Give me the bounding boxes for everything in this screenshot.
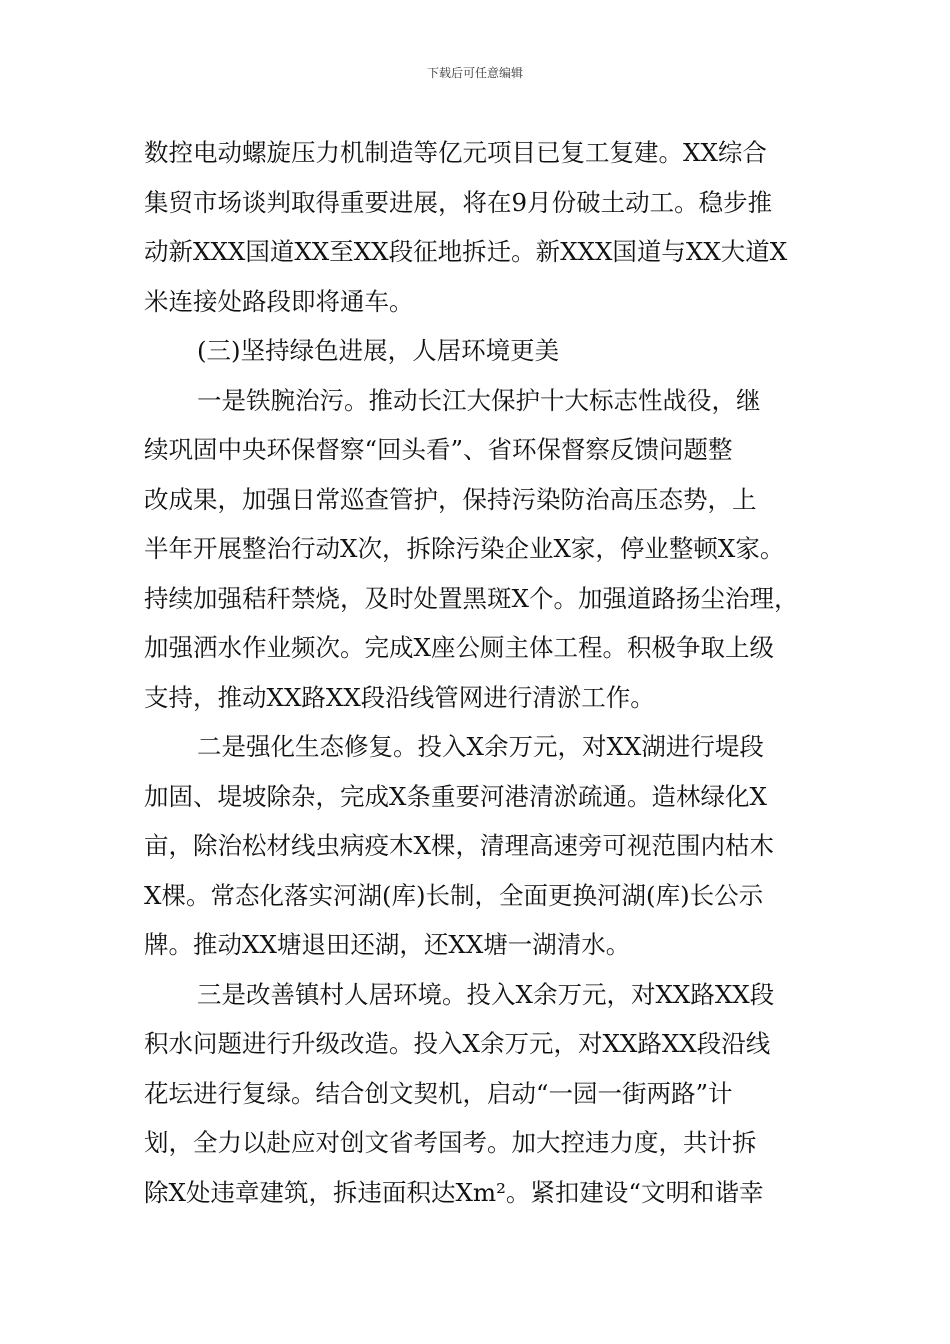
document-body bbox=[144, 128, 808, 1217]
text-line: X棵。常态化落实河湖(库)长制，全面更换河湖(库)长公示 bbox=[144, 880, 764, 910]
text-line: 改成果，加强日常巡查管护，保持污染防治高压态势，上 bbox=[144, 484, 757, 514]
text-line: 支持，推动XX路XX段沿线管网进行清淤工作。 bbox=[144, 682, 655, 712]
text-line: 花坛进行复绿。结合创文契机，启动“一园一街两路”计 bbox=[144, 1078, 733, 1108]
paragraph-start: 一是铁腕治污。推动长江大保护十大标志性战役，继 bbox=[197, 385, 761, 415]
text-line: 半年开展整治行动X次，拆除污染企业X家，停业整顿X家。 bbox=[144, 534, 785, 563]
text-line: 牌。推动XX塘退田还湖，还XX塘一湖清水。 bbox=[144, 930, 631, 959]
text-line: 续巩固中央环保督察“回头看”、省环保督察反馈问题整 bbox=[144, 435, 733, 464]
paragraph-start: 二是强化生态修复。投入X余万元，对XX湖进行堤段 bbox=[197, 732, 764, 761]
text-line: 持续加强秸秆禁烧，及时处置黑斑X个。加强道路扬尘治理， bbox=[144, 583, 799, 613]
text-line: 加强洒水作业频次。完成X座公厕主体工程。积极争取上级 bbox=[144, 633, 774, 662]
text-line: 除X处违章建筑，拆违面积达Xm²。紧扣建设“文明和谐幸 bbox=[144, 1177, 764, 1207]
paragraph-start: 三是改善镇村人居环境。投入X余万元，对XX路XX段 bbox=[197, 979, 775, 1009]
text-line: 动新XXX国道XX至XX段征地拆迁。新XXX国道与XX大道X bbox=[144, 237, 788, 266]
text-line: 亩，除治松材线虫病疫木X棵，清理高速旁可视范围内枯木 bbox=[144, 831, 774, 860]
page-header: 下载后可任意编辑 bbox=[426, 66, 523, 80]
text-line: 划，全力以赴应对创文省考国考。加大控违力度，共计拆 bbox=[144, 1128, 757, 1157]
section-heading: (三)坚持绿色进展，人居环境更美 bbox=[197, 336, 560, 365]
text-line: 米连接处路段即将通车。 bbox=[144, 286, 414, 316]
text-line: 积水问题进行升级改造。投入X余万元，对XX路XX段沿线 bbox=[144, 1029, 771, 1058]
text-line: 集贸市场谈判取得重要进展，将在9月份破土动工。稳步推 bbox=[144, 187, 773, 217]
text-line: 数控电动螺旋压力机制造等亿元项目已复工复建。XX综合 bbox=[144, 138, 767, 167]
text-line: 加固、堤坡除杂，完成X条重要河港清淤疏通。造林绿化X bbox=[144, 781, 767, 811]
